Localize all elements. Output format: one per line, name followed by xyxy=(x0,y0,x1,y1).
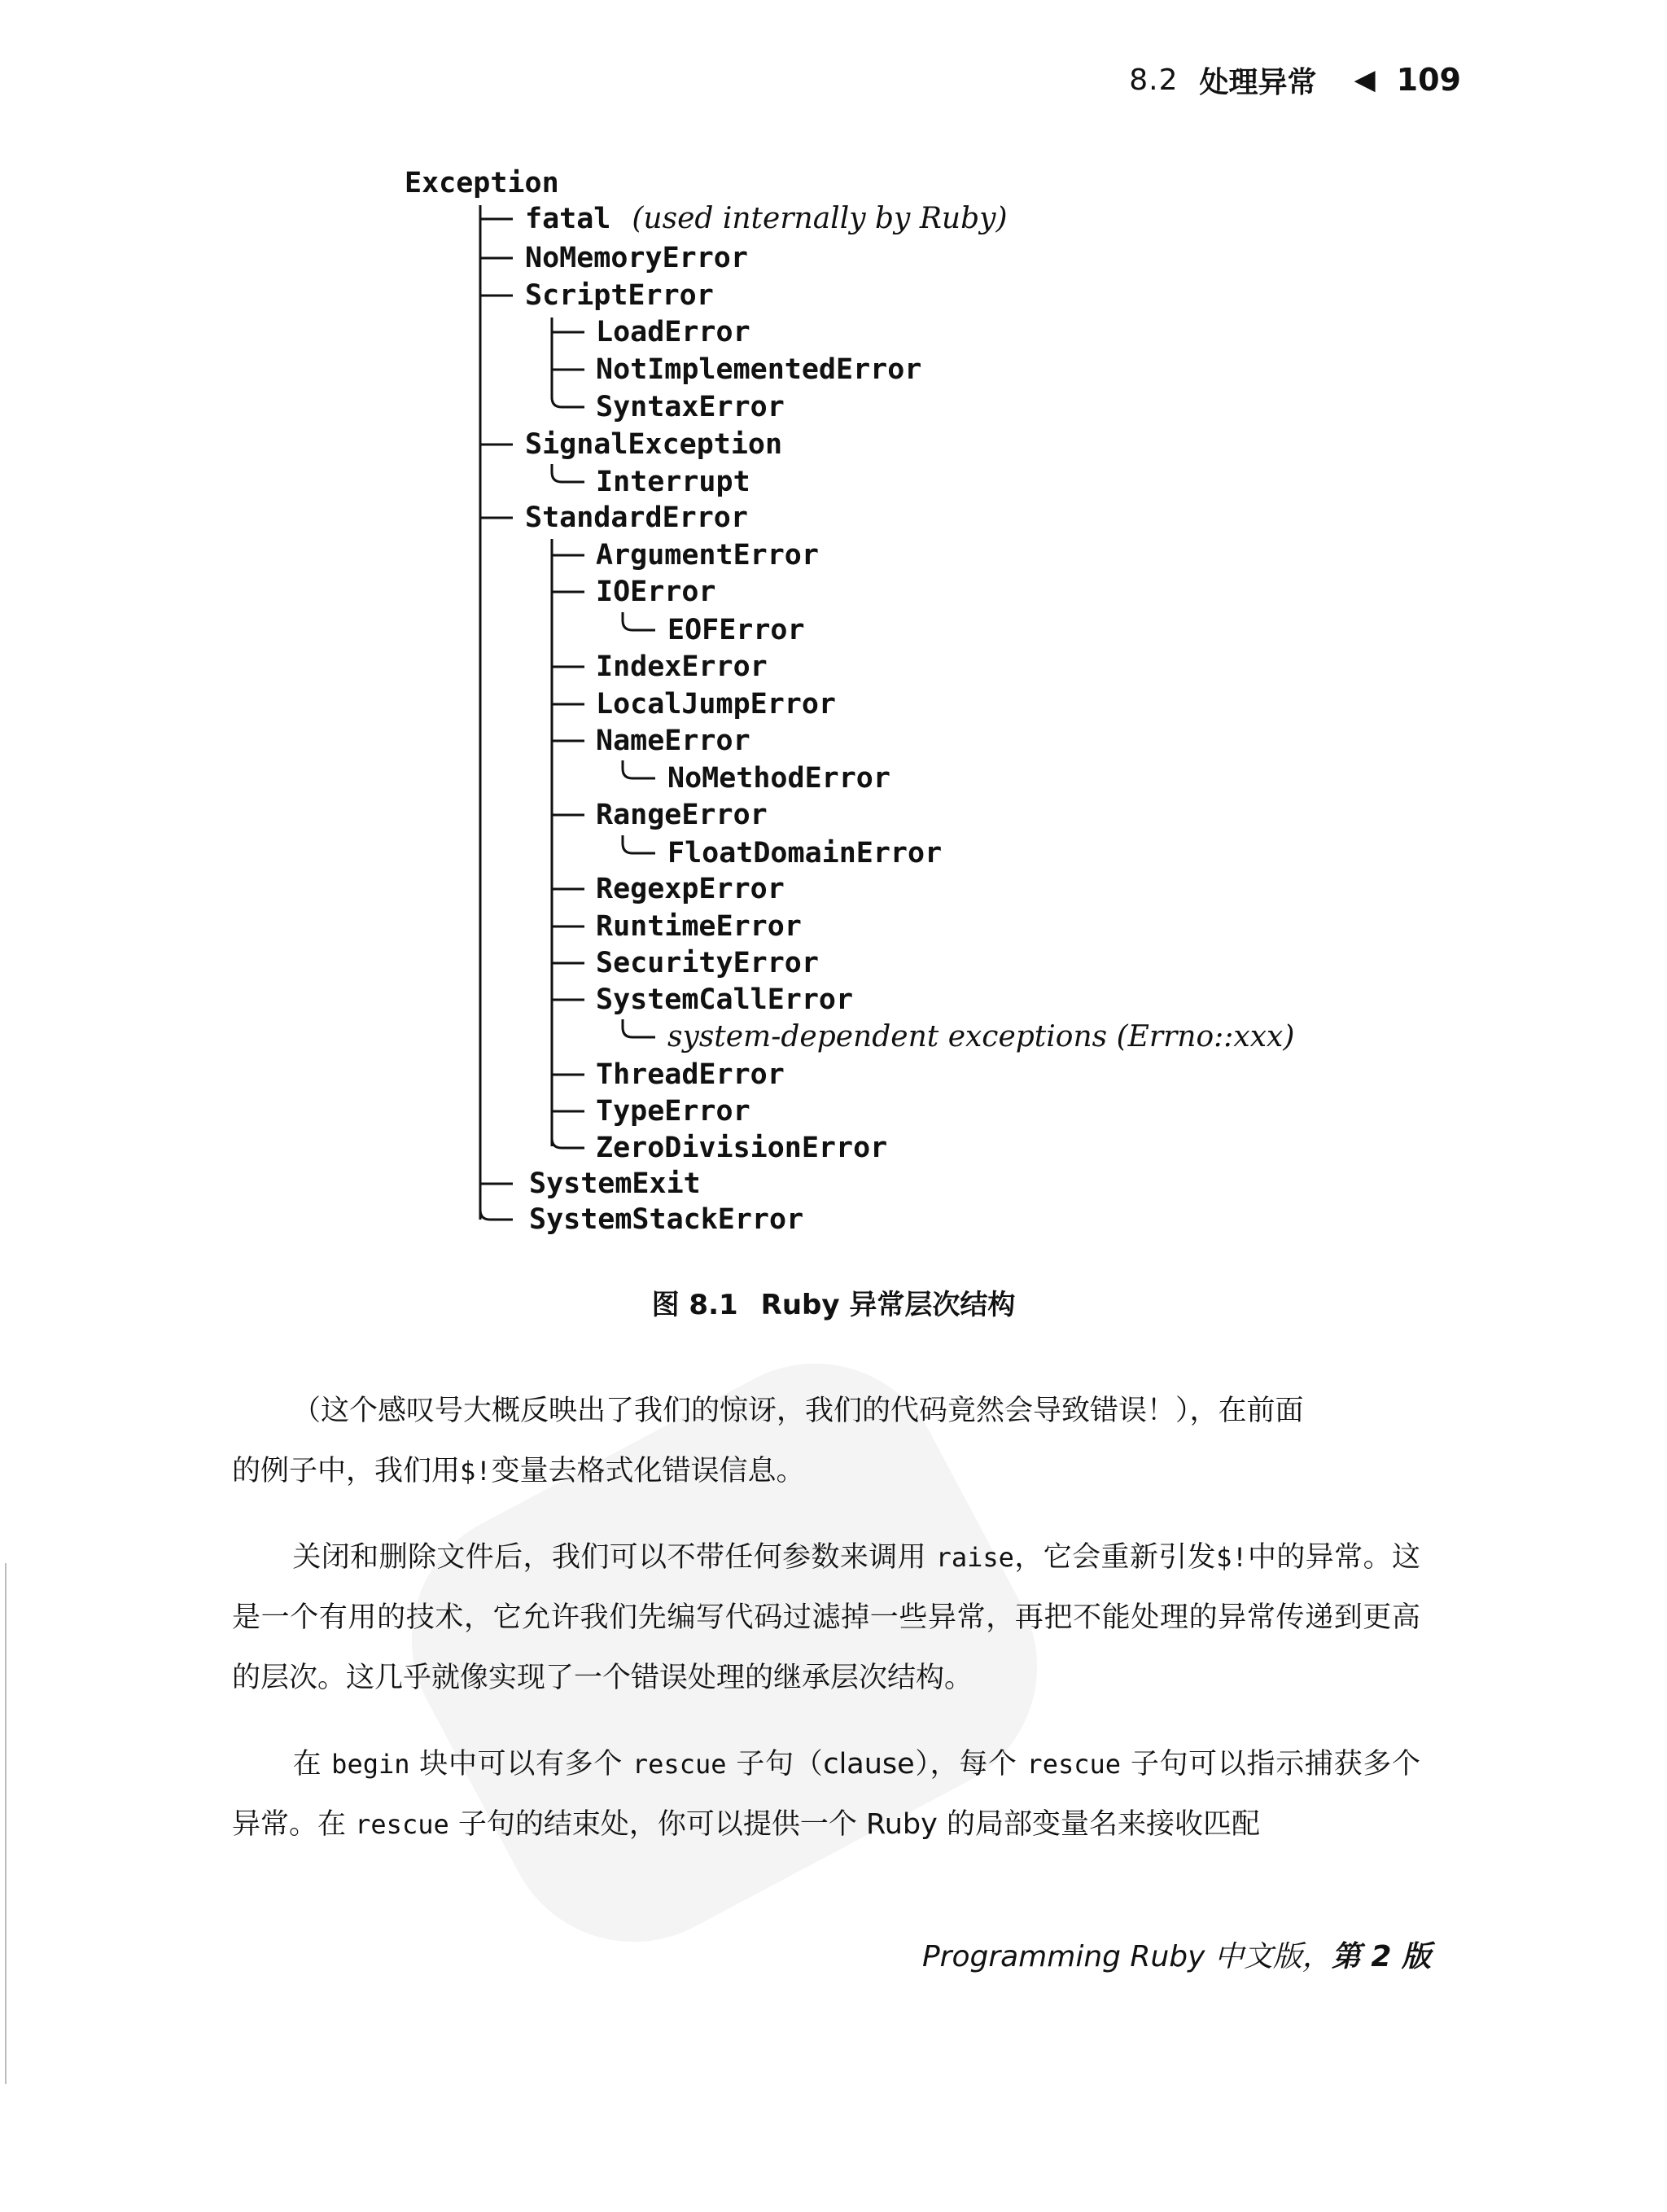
tree-node-type-error: TypeError xyxy=(596,1095,750,1128)
header-arrow-icon: ◀ xyxy=(1354,64,1376,96)
tree-node-runtime-error: RuntimeError xyxy=(596,910,802,943)
tree-node-io-error: IOError xyxy=(596,576,716,608)
paragraph-2: 关闭和删除文件后，我们可以不带任何参数来调用 raise，它会重新引发$!中的异常。这是一个有用的技术，它允许我们先编写代码过滤掉一些异常，再把不能处理的异常传递到更高的层次。这几乎就像实现了一个错误处理的继承层次结构。 xyxy=(232,1541,1420,1694)
inline-code: rescue xyxy=(632,1749,727,1780)
tree-node-signal-exception: SignalException xyxy=(525,428,783,461)
tree-node-no-memory-error: NoMemoryError xyxy=(525,242,748,274)
tree-node-float-domain-error: FloatDomainError xyxy=(667,837,943,869)
inline-code: $! xyxy=(460,1456,492,1487)
book-edition: 第 2 版 xyxy=(1331,1940,1431,1973)
tree-node-local-jump-error: LocalJumpError xyxy=(596,688,837,721)
inline-code: $! xyxy=(1216,1542,1248,1573)
tree-node-zero-division-error: ZeroDivisionError xyxy=(596,1132,888,1164)
tree-node-fatal: fatal (used internally by Ruby) xyxy=(525,202,1008,235)
figure-caption xyxy=(0,1282,1667,1322)
tree-node-system-stack-error: SystemStackError xyxy=(529,1203,804,1236)
tree-node-eof-error: EOFError xyxy=(667,614,805,646)
tree-note-internal: (used internally by Ruby) xyxy=(632,202,1008,235)
tree-node-interrupt: Interrupt xyxy=(596,466,750,498)
inline-code: raise xyxy=(935,1542,1014,1573)
paragraph-3: 在 begin 块中可以有多个 rescue 子句（clause），每个 rescue 子句可以指示捕获多个异常。在 rescue 子句的结束处，你可以提供一个 Ruby 的局部变量名来接收匹配 xyxy=(232,1748,1420,1841)
book-title: Programming Ruby 中文版， xyxy=(921,1940,1332,1973)
tree-node-system-exit: SystemExit xyxy=(529,1167,701,1200)
tree-node-syntax-error: SyntaxError xyxy=(596,391,785,423)
page-number: 109 xyxy=(1396,62,1461,98)
tree-node-exception: Exception xyxy=(405,167,559,199)
paragraph-1: （这个感叹号大概反映出了我们的惊讶，我们的代码竟然会导致错误！），在前面 的例子中，我们用$!变量去格式化错误信息。 xyxy=(232,1395,1304,1487)
tree-node-standard-error: StandardError xyxy=(525,502,748,534)
tree-node-name-error: NameError xyxy=(596,725,750,757)
scan-edge-line xyxy=(5,1563,7,2084)
section-title: 处理异常 xyxy=(1199,65,1317,99)
running-footer xyxy=(922,1934,1431,1975)
figure-title: Ruby 异常层次结构 xyxy=(760,1289,1016,1321)
tree-node-not-implemented-error: NotImplementedError xyxy=(596,353,922,386)
tree-note-system-dependent: system-dependent exceptions (Errno::xxx) xyxy=(667,1020,1295,1053)
inline-code: begin xyxy=(331,1749,410,1780)
tree-node-regexp-error: RegexpError xyxy=(596,873,785,905)
tree-node-load-error: LoadError xyxy=(596,316,750,348)
inline-code: rescue xyxy=(355,1809,449,1840)
tree-node-index-error: IndexError xyxy=(596,650,768,683)
section-number: 8.2 xyxy=(1129,63,1179,97)
tree-node-range-error: RangeError xyxy=(596,799,768,831)
tree-node-no-method-error: NoMethodError xyxy=(667,762,890,795)
tree-node-thread-error: ThreadError xyxy=(596,1058,785,1091)
tree-node-argument-error: ArgumentError xyxy=(596,539,819,572)
inline-code: rescue xyxy=(1026,1749,1122,1780)
tree-node-system-call-error: SystemCallError xyxy=(596,983,854,1016)
figure-number: 图 8.1 xyxy=(651,1289,738,1321)
tree-node-security-error: SecurityError xyxy=(596,947,819,979)
tree-node-script-error: ScriptError xyxy=(525,279,714,312)
